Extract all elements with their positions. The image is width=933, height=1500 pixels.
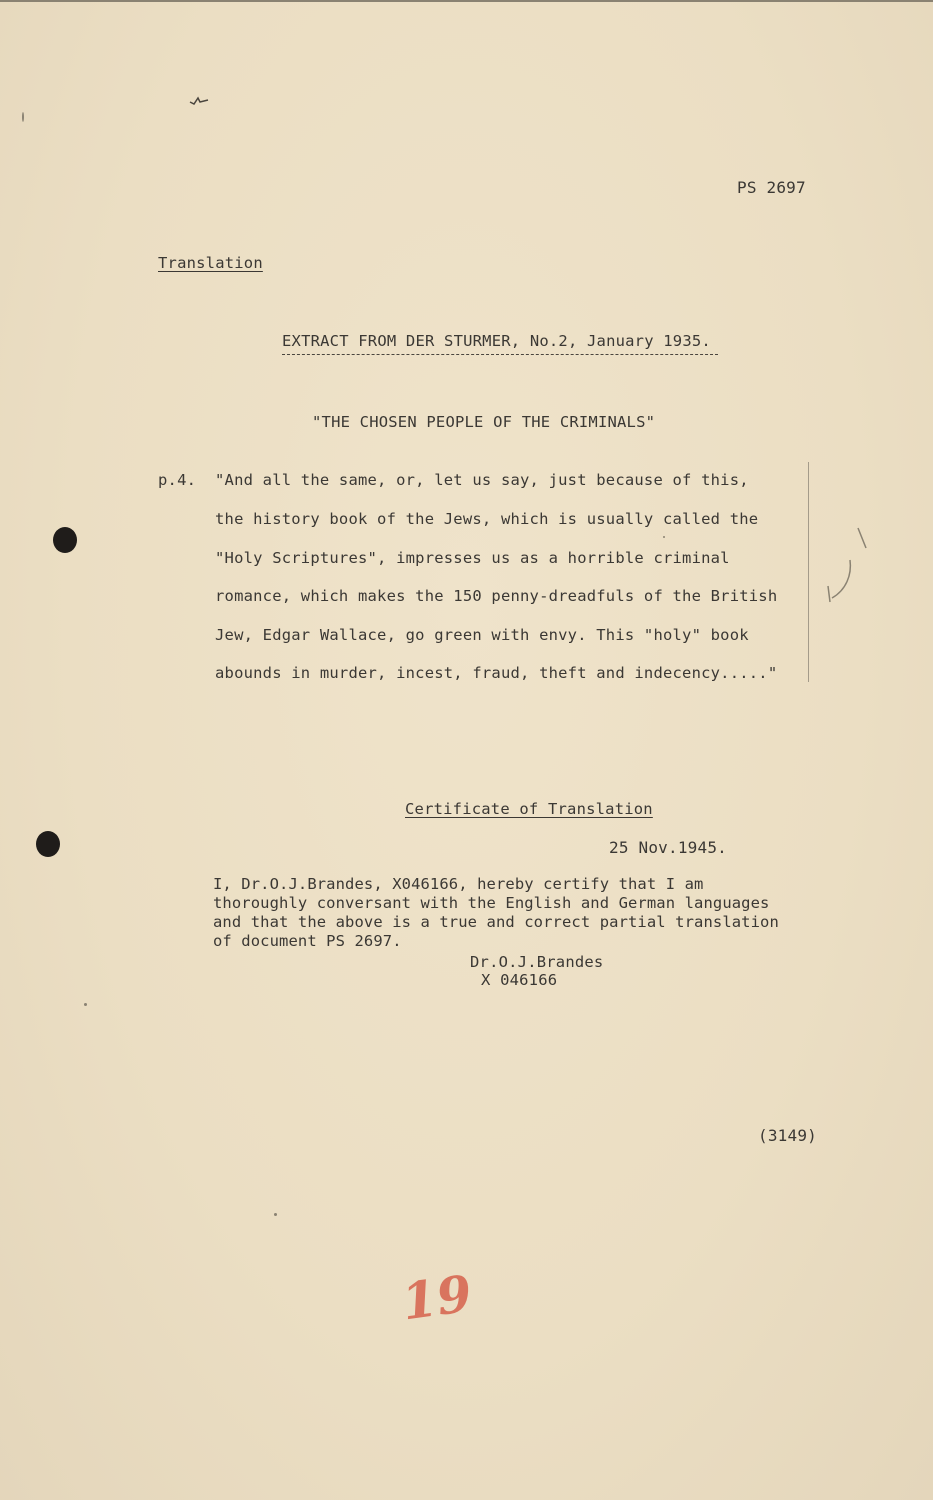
- page-reference: p.4.: [158, 471, 197, 489]
- paragraph-line: "Holy Scriptures", impresses us as a horrible criminal: [215, 549, 730, 567]
- punch-hole-icon: [53, 527, 77, 553]
- translation-label: Translation: [158, 254, 263, 272]
- paragraph-line: "And all the same, or, let us say, just because of this,: [215, 471, 749, 489]
- paragraph-line: Jew, Edgar Wallace, go green with envy. This "holy" book: [215, 626, 749, 644]
- paper-speck: [84, 1003, 87, 1006]
- paper-speck: [22, 112, 24, 122]
- heading-underline: [282, 354, 718, 355]
- handwritten-page-number: 19: [398, 1263, 476, 1332]
- certificate-line: I, Dr.O.J.Brandes, X046166, hereby certify that I am: [213, 875, 704, 893]
- page-top-edge: [0, 0, 933, 2]
- document-id: PS 2697: [737, 178, 806, 197]
- paper-speck: [274, 1213, 277, 1216]
- paragraph-line: the history book of the Jews, which is usually called the: [215, 510, 759, 528]
- check-mark-icon: [822, 520, 872, 614]
- punch-hole-icon: [36, 831, 60, 857]
- certificate-line: and that the above is a true and correct partial translation: [213, 913, 779, 931]
- article-title: "THE CHOSEN PEOPLE OF THE CRIMINALS": [312, 413, 656, 431]
- pencil-mark-icon: [188, 92, 212, 112]
- paper-speck: [663, 536, 665, 538]
- paragraph-line: abounds in murder, incest, fraud, theft and indecency.....": [215, 664, 778, 682]
- certificate-date: 25 Nov.1945.: [609, 838, 727, 857]
- signature-name: Dr.O.J.Brandes: [470, 953, 604, 971]
- certificate-title: Certificate of Translation: [405, 800, 653, 818]
- signature-number: X 046166: [481, 971, 558, 989]
- reference-number: (3149): [758, 1126, 817, 1145]
- document-heading: EXTRACT FROM DER STURMER, No.2, January 1935.: [282, 332, 711, 350]
- certificate-line: thoroughly conversant with the English and German languages: [213, 894, 770, 912]
- margin-line: [800, 462, 809, 682]
- paragraph-line: romance, which makes the 150 penny-dreadfuls of the British: [215, 587, 778, 605]
- certificate-line: of document PS 2697.: [213, 932, 402, 950]
